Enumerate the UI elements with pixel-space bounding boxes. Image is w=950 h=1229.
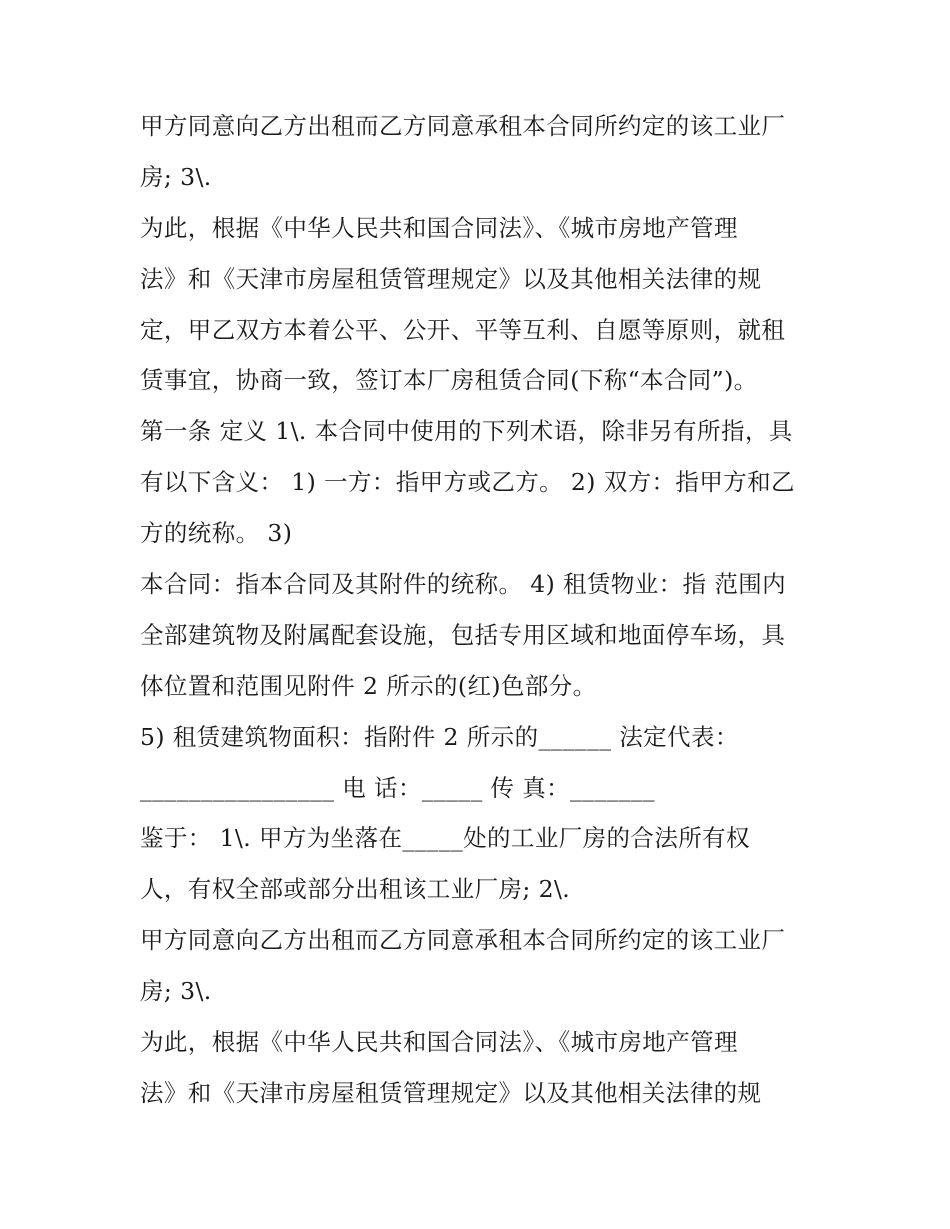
text-line: 第一条 定义 1\. 本合同中使用的下列术语，除非另有所指，具: [140, 417, 793, 446]
text-line: 甲方同意向乙方出租而乙方同意承租本合同所约定的该工业厂: [140, 112, 786, 140]
text-line: 赁事宜，协商一致，签订本厂房租赁合同(下称“本合同”)。: [140, 366, 758, 395]
text-line: 方的统称。 3): [140, 519, 293, 548]
text-line: 甲方同意向乙方出租而乙方同意承租本合同所约定的该工业厂: [140, 926, 786, 955]
text-line: 法》和《天津市房屋租赁管理规定》以及其他相关法律的规: [140, 1078, 762, 1107]
text-line: 有以下含义： 1) 一方：指甲方或乙方。 2) 双方：指甲方和乙: [140, 468, 795, 497]
text-line: 定，甲乙双方本着公平、公开、平等互利、自愿等原则，就租: [140, 315, 786, 344]
text-line: 人，有权全部或部分出租该工业厂房; 2\.: [140, 875, 571, 904]
text-line: 房; 3\.: [140, 977, 212, 1006]
text-line: 体位置和范围见附件 2 所示的(红)色部分。: [140, 671, 597, 700]
text-line: 全部建筑物及附属配套设施，包括专用区域和地面停车场，具: [140, 620, 786, 649]
text-line: 本合同：指本合同及其附件的统称。 4) 租赁物业：指 范围内: [140, 570, 787, 599]
text-line: ________________ 电 话：_____ 传 真：_______: [140, 773, 656, 802]
document-page: [140, 101, 830, 1119]
text-line: 5) 租赁建筑物面积：指附件 2 所示的______ 法定代表：: [140, 722, 739, 751]
text-line: 房; 3\.: [140, 162, 212, 191]
text-line: 为此，根据《中华人民共和国合同法》、《城市房地产管理: [140, 1028, 738, 1057]
text-line: 法》和《天津市房屋租赁管理规定》以及其他相关法律的规: [140, 264, 762, 293]
text-line: 鉴于： 1\. 甲方为坐落在_____处的工业厂房的合法所有权: [140, 824, 750, 853]
text-line: 为此，根据《中华人民共和国合同法》、《城市房地产管理: [140, 213, 738, 242]
